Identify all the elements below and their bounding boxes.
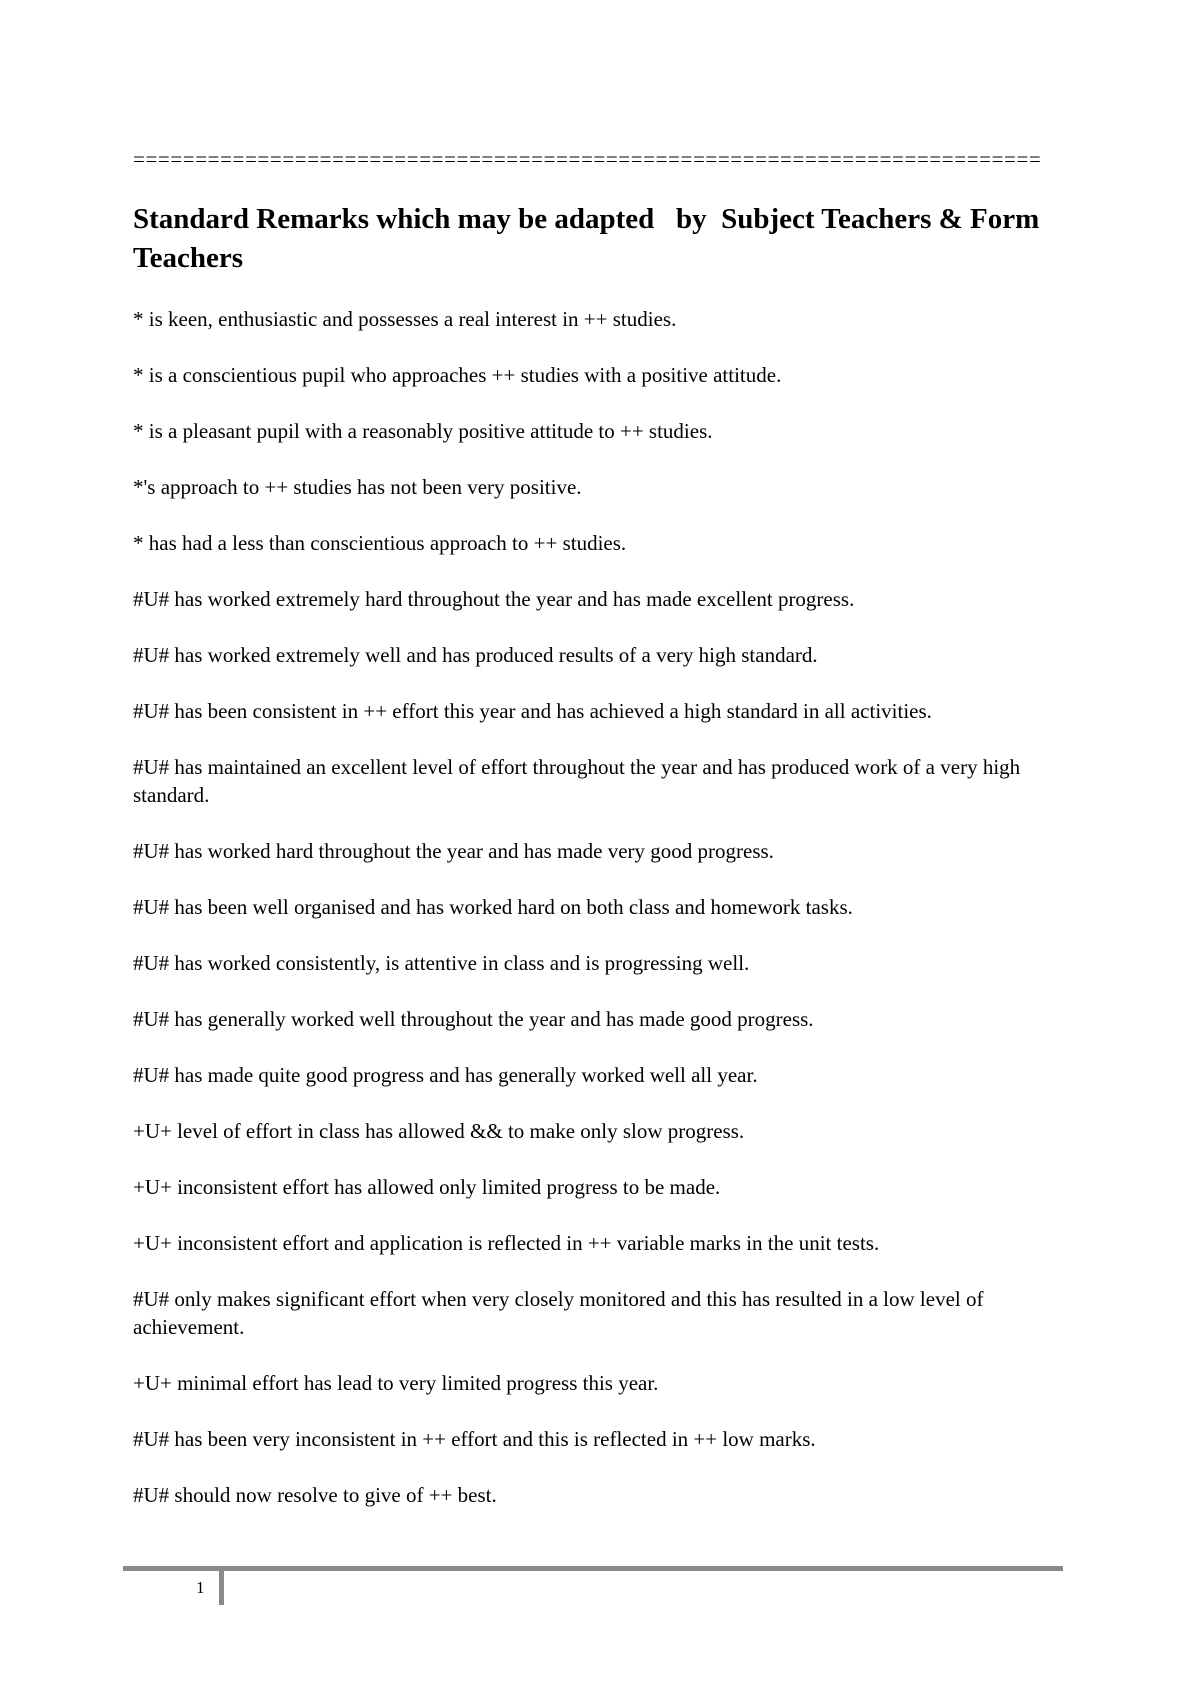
remark-item: +U+ inconsistent effort and application is reflected in ++ variable marks in the unit tests. — [133, 1231, 880, 1255]
footer-page-marker — [219, 1571, 224, 1605]
remark-item: * is a conscientious pupil who approaches ++ studies with a positive attitude. — [133, 363, 782, 387]
remark-item: #U# has worked hard throughout the year and has made very good progress. — [133, 839, 774, 863]
footer-divider — [123, 1566, 1063, 1571]
remark-item: #U# has worked extremely well and has produced results of a very high standard. — [133, 643, 818, 667]
remarks-list — [133, 305, 1073, 1537]
remark-item: *'s approach to ++ studies has not been very positive. — [133, 475, 582, 499]
remark-item: #U# has been very inconsistent in ++ effort and this is reflected in ++ low marks. — [133, 1427, 816, 1451]
remark-item: * is keen, enthusiastic and possesses a real interest in ++ studies. — [133, 307, 677, 331]
remark-item: #U# has been well organised and has worked hard on both class and homework tasks. — [133, 895, 853, 919]
remark-item: * is a pleasant pupil with a reasonably positive attitude to ++ studies. — [133, 419, 713, 443]
remark-item: #U# has made quite good progress and has generally worked well all year. — [133, 1063, 758, 1087]
remark-item: +U+ inconsistent effort has allowed only limited progress to be made. — [133, 1175, 721, 1199]
page-number: 1 — [196, 1578, 205, 1597]
remark-item: #U# only makes significant effort when very closely monitored and this has resulted in a low level of achievement. — [133, 1287, 984, 1339]
remark-item: * has had a less than conscientious approach to ++ studies. — [133, 531, 627, 555]
remark-item: #U# has generally worked well throughout the year and has made good progress. — [133, 1007, 814, 1031]
remark-item: #U# has maintained an excellent level of effort throughout the year and has produced work of a very high standard. — [133, 755, 1021, 807]
remark-item: +U+ minimal effort has lead to very limited progress this year. — [133, 1371, 659, 1395]
separator-line: ========================================================================= — [133, 147, 1042, 171]
page-title: Standard Remarks which may be adapted by Subject Teachers & Form Teachers — [133, 203, 1047, 274]
remark-item: #U# has worked consistently, is attentive in class and is progressing well. — [133, 951, 750, 975]
remark-item: #U# has worked extremely hard throughout the year and has made excellent progress. — [133, 587, 855, 611]
remark-item: +U+ level of effort in class has allowed && to make only slow progress. — [133, 1119, 745, 1143]
remark-item: #U# should now resolve to give of ++ best. — [133, 1483, 497, 1507]
remark-item: #U# has been consistent in ++ effort this year and has achieved a high standard in all activities. — [133, 699, 932, 723]
